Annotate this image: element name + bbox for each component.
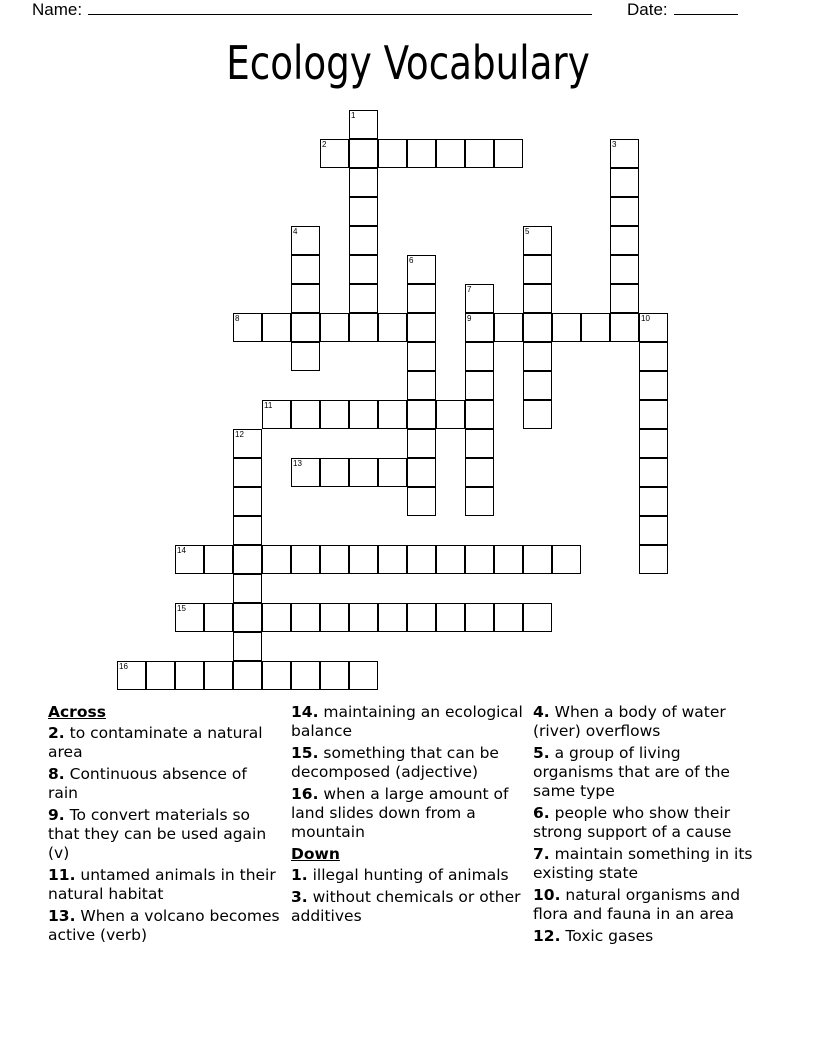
down-clue	[533, 744, 765, 801]
clue-text: when a large amount of land slides down from a mountain	[291, 785, 509, 841]
grid-cell[interactable]	[436, 139, 465, 168]
grid-cell[interactable]	[349, 284, 378, 313]
grid-cell[interactable]	[407, 400, 436, 429]
grid-cell[interactable]	[117, 661, 146, 690]
grid-cell[interactable]	[204, 603, 233, 632]
down-clue	[533, 886, 765, 924]
down-clue	[533, 703, 765, 741]
grid-cell[interactable]	[204, 545, 233, 574]
grid-cell[interactable]	[639, 545, 668, 574]
grid-cell[interactable]	[465, 545, 494, 574]
grid-cell[interactable]	[407, 371, 436, 400]
down-clue	[291, 888, 523, 926]
grid-cell[interactable]	[465, 603, 494, 632]
grid-cell[interactable]	[378, 545, 407, 574]
clue-text: without chemicals or other additives	[291, 888, 521, 925]
grid-cell[interactable]	[349, 400, 378, 429]
clue-number: 14	[177, 546, 186, 555]
grid-cell[interactable]	[349, 139, 378, 168]
grid-cell[interactable]	[233, 458, 262, 487]
page-title: Ecology Vocabulary	[226, 36, 590, 90]
clue-number: 6	[409, 256, 414, 265]
clue-text: maintain something in its existing state	[533, 845, 753, 882]
grid-cell[interactable]	[291, 313, 320, 342]
grid-cell[interactable]	[291, 603, 320, 632]
grid-cell[interactable]	[639, 342, 668, 371]
grid-cell[interactable]	[465, 313, 494, 342]
grid-cell[interactable]	[610, 313, 639, 342]
down-clue	[291, 866, 523, 885]
clue-num: 9.	[48, 806, 65, 824]
grid-cell[interactable]	[262, 603, 291, 632]
clue-num: 1.	[291, 866, 308, 884]
grid-cell[interactable]	[407, 429, 436, 458]
clue-number: 10	[641, 314, 650, 323]
grid-cell[interactable]	[465, 458, 494, 487]
grid-cell[interactable]	[320, 458, 349, 487]
across-clue	[291, 785, 523, 842]
grid-cell[interactable]	[581, 313, 610, 342]
grid-cell[interactable]	[639, 371, 668, 400]
grid-cell[interactable]	[494, 603, 523, 632]
grid-cell[interactable]	[291, 342, 320, 371]
grid-cell[interactable]	[494, 313, 523, 342]
grid-cell[interactable]	[407, 284, 436, 313]
grid-cell[interactable]	[523, 342, 552, 371]
grid-cell[interactable]	[349, 226, 378, 255]
clue-num: 5.	[533, 744, 550, 762]
clue-num: 15.	[291, 744, 319, 762]
clue-number: 3	[612, 140, 617, 149]
grid-cell[interactable]	[407, 487, 436, 516]
clue-number: 13	[293, 459, 302, 468]
grid-cell[interactable]	[320, 603, 349, 632]
grid-cell[interactable]	[233, 487, 262, 516]
grid-cell[interactable]	[349, 168, 378, 197]
clue-number: 9	[467, 314, 472, 323]
grid-cell[interactable]	[146, 661, 175, 690]
grid-cell[interactable]	[639, 313, 668, 342]
grid-cell[interactable]	[610, 284, 639, 313]
clues-column-2	[291, 703, 523, 929]
clue-number: 11	[264, 401, 273, 410]
grid-cell[interactable]	[436, 545, 465, 574]
grid-cell[interactable]	[175, 661, 204, 690]
grid-cell[interactable]	[407, 255, 436, 284]
grid-cell[interactable]	[465, 400, 494, 429]
clue-number: 15	[177, 604, 186, 613]
grid-cell[interactable]	[291, 284, 320, 313]
grid-cell[interactable]	[465, 139, 494, 168]
grid-cell[interactable]	[262, 545, 291, 574]
across-heading: Across	[48, 703, 106, 721]
grid-cell[interactable]	[349, 458, 378, 487]
grid-cell[interactable]	[262, 313, 291, 342]
grid-cell[interactable]	[291, 226, 320, 255]
grid-cell[interactable]	[233, 429, 262, 458]
grid-cell[interactable]	[291, 400, 320, 429]
grid-cell[interactable]	[262, 661, 291, 690]
clues-column-1	[48, 703, 280, 948]
grid-cell[interactable]	[639, 400, 668, 429]
grid-cell[interactable]	[465, 342, 494, 371]
grid-cell[interactable]	[523, 226, 552, 255]
across-clue	[48, 724, 280, 762]
grid-cell[interactable]	[349, 313, 378, 342]
down-clue	[533, 804, 765, 842]
clue-text: something that can be decomposed (adjective)	[291, 744, 499, 781]
grid-cell[interactable]	[291, 458, 320, 487]
grid-cell[interactable]	[204, 661, 233, 690]
grid-cell[interactable]	[320, 313, 349, 342]
grid-cell[interactable]	[523, 603, 552, 632]
grid-cell[interactable]	[407, 342, 436, 371]
clue-text: Toxic gases	[565, 927, 654, 945]
clue-text: natural organisms and flora and fauna in an area	[533, 886, 741, 923]
grid-cell[interactable]	[407, 545, 436, 574]
clue-num: 16.	[291, 785, 319, 803]
across-clue	[48, 907, 280, 945]
grid-cell[interactable]	[610, 168, 639, 197]
clue-num: 7.	[533, 845, 550, 863]
clue-text: to contaminate a natural area	[48, 724, 263, 761]
grid-cell[interactable]	[436, 603, 465, 632]
clue-number: 16	[119, 662, 128, 671]
down-clue	[533, 927, 765, 946]
grid-cell[interactable]	[378, 139, 407, 168]
clue-text: untamed animals in their natural habitat	[48, 866, 276, 903]
clue-num: 13.	[48, 907, 76, 925]
grid-cell[interactable]	[523, 255, 552, 284]
grid-cell[interactable]	[233, 661, 262, 690]
clue-number: 2	[322, 140, 327, 149]
grid-cell[interactable]	[465, 487, 494, 516]
grid-cell[interactable]	[320, 400, 349, 429]
grid-cell[interactable]	[291, 545, 320, 574]
clue-text: When a volcano becomes active (verb)	[48, 907, 280, 944]
clue-number: 8	[235, 314, 240, 323]
grid-cell[interactable]	[610, 226, 639, 255]
clue-text: illegal hunting of animals	[312, 866, 509, 884]
clue-num: 11.	[48, 866, 76, 884]
grid-cell[interactable]	[407, 458, 436, 487]
clue-number: 12	[235, 430, 244, 439]
clue-number: 4	[293, 227, 298, 236]
grid-cell[interactable]	[291, 255, 320, 284]
grid-cell[interactable]	[639, 487, 668, 516]
grid-cell[interactable]	[233, 574, 262, 603]
clue-text: people who show their strong support of a cause	[533, 804, 732, 841]
grid-cell[interactable]	[639, 516, 668, 545]
date-label: Date:	[627, 0, 668, 19]
grid-cell[interactable]	[349, 255, 378, 284]
grid-cell[interactable]	[523, 371, 552, 400]
grid-cell[interactable]	[407, 313, 436, 342]
across-clue	[48, 765, 280, 803]
grid-cell[interactable]	[349, 197, 378, 226]
clue-num: 12.	[533, 927, 561, 945]
grid-cell[interactable]	[233, 516, 262, 545]
grid-cell[interactable]	[175, 545, 204, 574]
clue-text: Continuous absence of rain	[48, 765, 247, 802]
grid-cell[interactable]	[262, 400, 291, 429]
across-clue	[291, 744, 523, 782]
grid-cell[interactable]	[349, 603, 378, 632]
clue-number: 1	[351, 111, 356, 120]
across-clue	[291, 703, 523, 741]
clue-text: a group of living organisms that are of the same type	[533, 744, 730, 800]
clue-text: To convert materials so that they can be used again (v)	[48, 806, 267, 862]
grid-cell[interactable]	[378, 313, 407, 342]
grid-cell[interactable]	[320, 661, 349, 690]
grid-cell[interactable]	[233, 313, 262, 342]
clue-number: 7	[467, 285, 472, 294]
grid-cell[interactable]	[291, 661, 320, 690]
clue-num: 14.	[291, 703, 319, 721]
grid-cell[interactable]	[349, 110, 378, 139]
clue-number: 5	[525, 227, 530, 236]
across-clue	[48, 866, 280, 904]
grid-cell[interactable]	[523, 313, 552, 342]
grid-cell[interactable]	[610, 197, 639, 226]
grid-cell[interactable]	[552, 313, 581, 342]
grid-cell[interactable]	[378, 400, 407, 429]
clue-num: 4.	[533, 703, 550, 721]
grid-cell[interactable]	[552, 545, 581, 574]
grid-cell[interactable]	[407, 139, 436, 168]
grid-cell[interactable]	[378, 603, 407, 632]
grid-cell[interactable]	[175, 603, 204, 632]
grid-cell[interactable]	[320, 545, 349, 574]
grid-cell[interactable]	[523, 545, 552, 574]
clue-num: 8.	[48, 765, 65, 783]
grid-cell[interactable]	[407, 603, 436, 632]
grid-cell[interactable]	[465, 371, 494, 400]
grid-cell[interactable]	[436, 400, 465, 429]
across-clue	[48, 806, 280, 863]
clue-num: 3.	[291, 888, 308, 906]
clue-num: 2.	[48, 724, 65, 742]
grid-cell[interactable]	[349, 545, 378, 574]
clue-num: 6.	[533, 804, 550, 822]
grid-cell[interactable]	[465, 429, 494, 458]
grid-cell[interactable]	[639, 429, 668, 458]
grid-cell[interactable]	[465, 284, 494, 313]
grid-cell[interactable]	[233, 545, 262, 574]
grid-cell[interactable]	[494, 545, 523, 574]
grid-cell[interactable]	[320, 139, 349, 168]
grid-cell[interactable]	[610, 255, 639, 284]
grid-cell[interactable]	[233, 603, 262, 632]
grid-cell[interactable]	[523, 284, 552, 313]
grid-cell[interactable]	[639, 458, 668, 487]
name-label: Name:	[32, 0, 83, 19]
grid-cell[interactable]	[378, 458, 407, 487]
clue-num: 10.	[533, 886, 561, 904]
grid-cell[interactable]	[494, 139, 523, 168]
grid-cell[interactable]	[233, 632, 262, 661]
down-heading: Down	[291, 845, 340, 863]
grid-cell[interactable]	[523, 400, 552, 429]
grid-cell[interactable]	[610, 139, 639, 168]
clue-text: When a body of water (river) overflows	[533, 703, 726, 740]
clues-column-3	[533, 703, 765, 949]
down-clue	[533, 845, 765, 883]
grid-cell[interactable]	[349, 661, 378, 690]
clue-text: maintaining an ecological balance	[291, 703, 523, 740]
